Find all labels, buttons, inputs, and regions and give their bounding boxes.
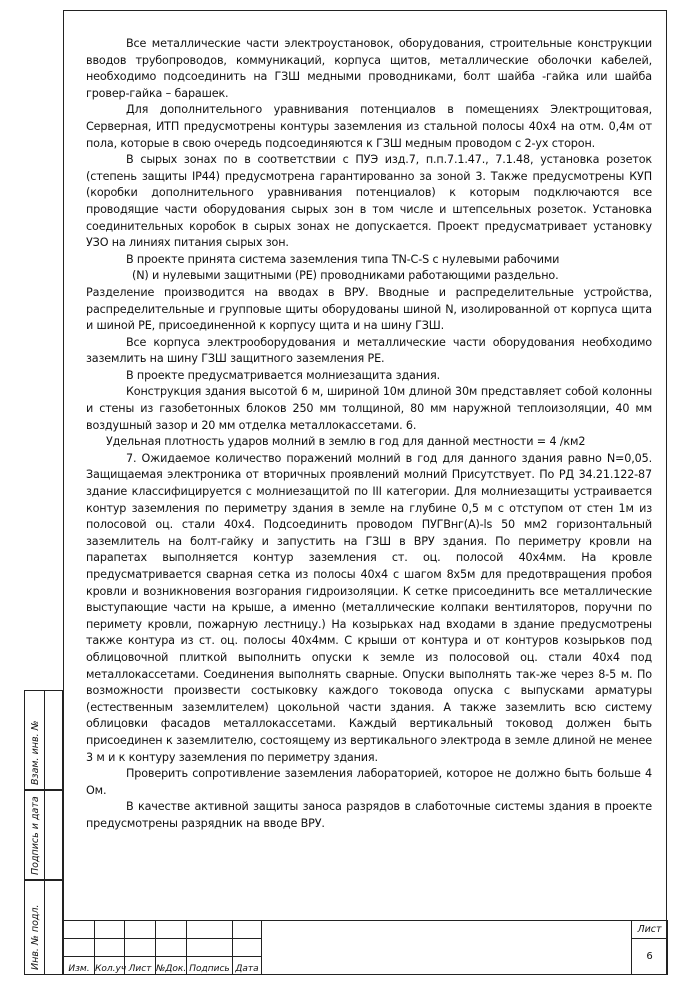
paragraph: Проверить сопротивление заземления лабораторией, которое не должно быть больше 4 Ом.: [86, 767, 652, 797]
paragraph: (N) и нулевыми защитными (PE) проводниками работающими раздельно.: [132, 269, 559, 283]
paragraph: Все корпуса электрооборудования и металлические части оборудования необходимо заземлить на шину ГЗШ защитного заземления PE.: [86, 335, 652, 366]
paragraph: Удельная плотность ударов молний в землю в год для данной местности = 4 /км2: [106, 435, 586, 449]
title-block-main: [262, 921, 632, 975]
paragraph: Для дополнительного уравнивания потенциалов в помещениях Электрощитовая, Серверная, ИТП предусмотрены контуры заземления из стальной полосы 40х4 на отм. 0,4м от пола, которые в свою очередь подсоединяются к ГЗШ медным проводом с 2-ух сторон.: [86, 103, 652, 150]
side-stamp-inv: [24, 880, 63, 975]
col-izm: Изм.: [64, 957, 95, 975]
col-kol-uch: Кол.уч: [95, 957, 125, 975]
col-list: Лист: [125, 957, 156, 975]
col-sign: Подпись: [187, 957, 233, 975]
paragraph: 7. Ожидаемое количество поражений молний в год для данного здания равно N=0,05. Защищаемая электроника от вторичных проявлений молний Присутствует. По РД 34.21.122-87 здание классифицируется с молниезащитой по III категории. Для молниезащиты устраивается контур заземления по периметру здания в земле на глубине 0,5 м с отступом от стен 1м из полосовой оц. стали 40х4. Подсоединить проводом ПУГВнг(А)-ls 50 мм2 горизонтальный заземлитель на болт-гайку и запустить на ГЗШ в ВРУ здания. По периметру кровли на парапетах выполняется контур заземления ст. оц. полосой 40х4мм. На кровле предусматривается сварная сетка из полосы 40х4 с шагом 8х5м для предотвращения пробоя кровли и возникновения возгорания гидроизоляции. К сетке присоединить все металлические выступающие части на крыше, а именно (металлические колпаки вентиляторов, поручни по перимету кровли, пожарную лестницу.) На козырьках над входами в здание предусмотрены также контура из ст. оц. полосы 40х4мм. С крыши от контура и от контуров козырьков под облицовочной плиткой выполнить опуски к земле из полосовой оц. стали 40х4 под металлокассетами. Соединения выполнять сварные. Опуски выполнять так-же через 8-5 м. По возможности произвести состыковку каждого токовода опуска с выпусками арматуры (естественным заземлителем) цокольной части здания. А также заземлить всю систему облицовки фасадов металлокассетами. Каждый вертикальный токовод должен быть присоединен к заземлителю, состоящему из вертикального электрода в земле длиной не менее 3 м и к контуру заземления по периметру здания.: [86, 451, 652, 764]
paragraph: В проекте принята система заземления типа TN-C-S с нулевыми рабочими: [126, 252, 560, 266]
document-body: [86, 36, 652, 833]
side-label-signature-date: Подпись и дата: [30, 796, 41, 875]
paragraph: В качестве активной защиты заноса разрядов в слаботочные системы здания в проекте предусмотрены разрядник на вводе ВРУ.: [86, 800, 652, 830]
title-block: [63, 920, 668, 975]
sheet-number-cell: [632, 939, 668, 975]
paragraph: Все металлические части электроустановок, оборудования, строительные конструкции вводов трубопроводов, коммуникаций, корпуса щитов, металлические оболочки кабелей, необходимо подсоединить на ГЗШ медными проводниками, болт шайба -гайка или шайба гровер-гайка – барашек.: [86, 37, 652, 100]
paragraph: Конструкция здания высотой 6 м, шириной 10м длиной 30м представляет собой колонны и стены из газобетонных блоков 250 мм толщиной, 80 мм наружной теплоизоляции, 40 мм воздушный зазор и 20 мм отделка металлокассетами. 6.: [86, 385, 652, 432]
paragraph: В проекте предусматривается молниезащита здания.: [126, 368, 441, 382]
side-stamp-signature: [24, 790, 63, 880]
col-doc: №Док.: [156, 957, 187, 975]
sheet-number: 6: [646, 951, 653, 962]
side-label-vzam-inv: Взам. инв. №: [30, 720, 41, 785]
col-date: Дата: [233, 957, 262, 975]
side-stamp-vzam: [24, 690, 63, 790]
sheet-label-cell: [632, 921, 668, 939]
sheet-label: Лист: [637, 924, 662, 935]
side-label-inv-no: Инв. № подл.: [30, 904, 41, 970]
paragraph: В сырых зонах по в соответствии с ПУЭ изд.7, п.п.7.1.47., 7.1.48, установка розеток (степень защиты IP44) предусмотрена гарантированно за зоной 3. Также предусмотрены КУП (коробки дополнительного уравнивания потенциалов) к которым подключаются все проводящие части оборудования сырых зон в том числе и штепсельных розеток. Установка соединительных коробок в сырых зонах не допускается. Проект предусматривает установку УЗО на линиях питания сырых зон.: [86, 153, 652, 250]
paragraph: Разделение производится на вводах в ВРУ. Вводные и распределительные устройства, распределительные и групповые щиты оборудованы шиной N, изолированной от корпуса щита и шиной PE, присоединенной к корпусу щита и на шину ГЗШ.: [86, 285, 652, 333]
